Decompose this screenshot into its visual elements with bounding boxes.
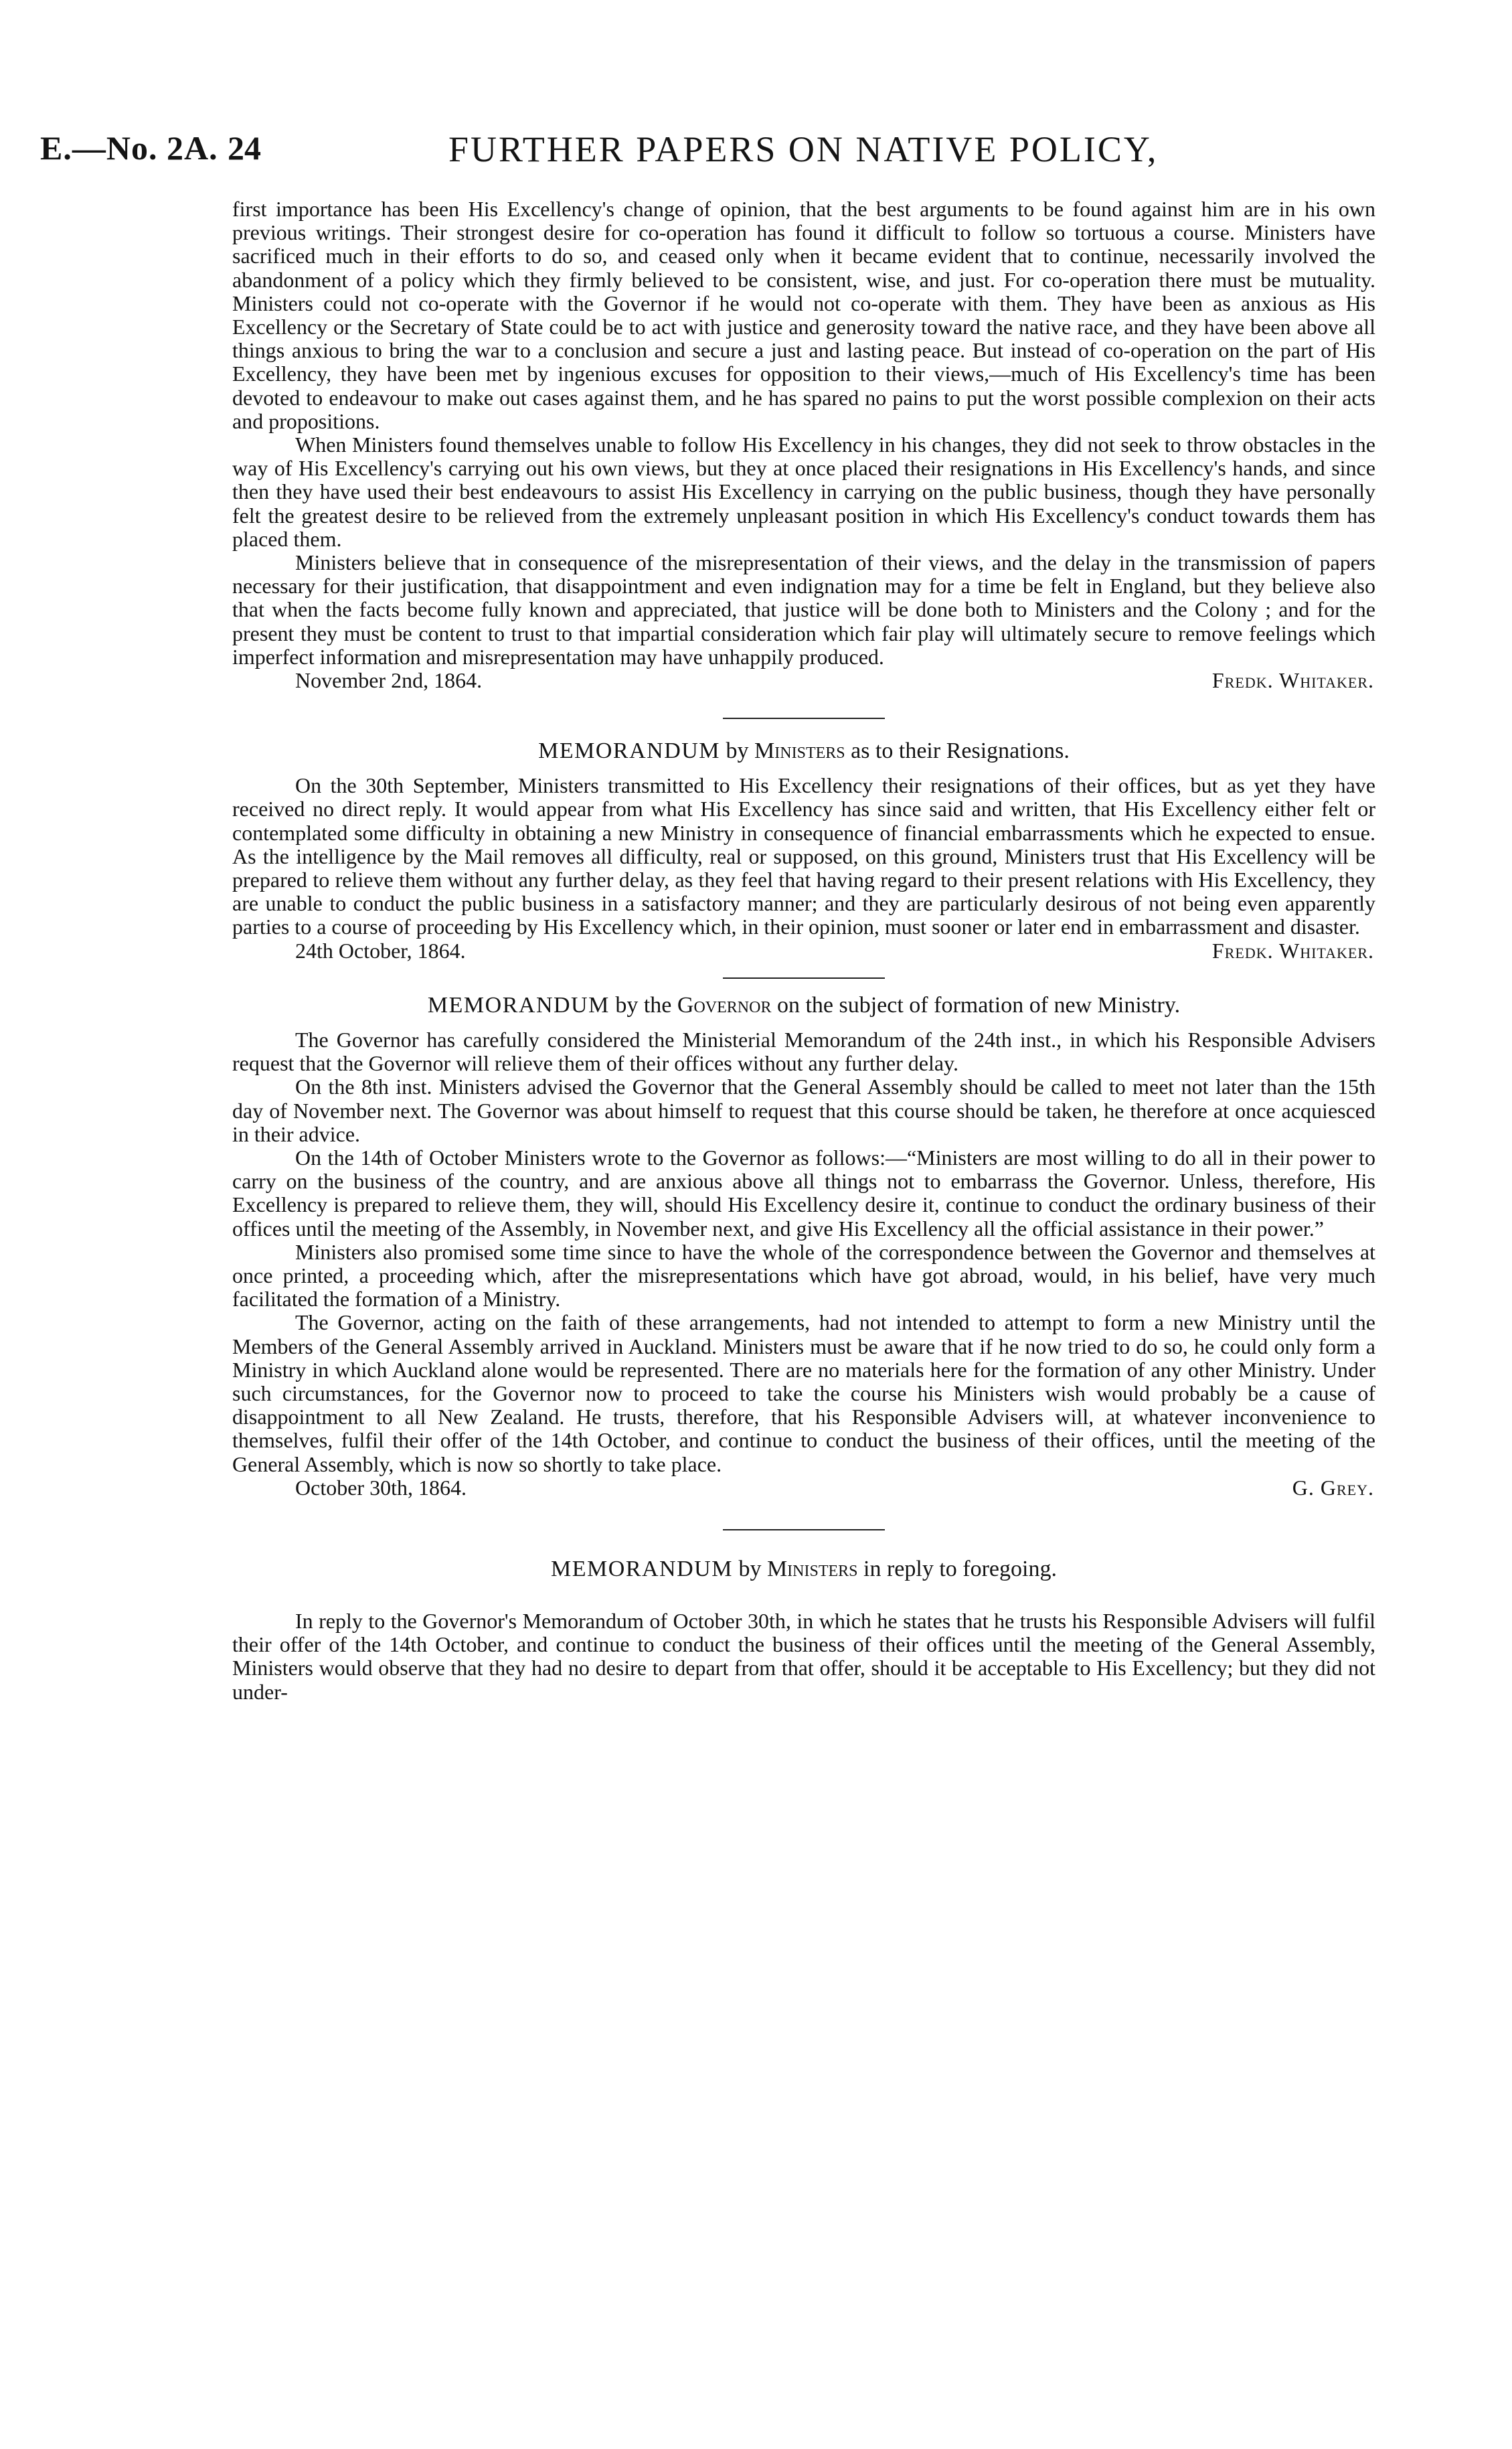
paragraph: On the 14th of October Ministers wrote to the Governor as follows:—“Ministers are most willing to do all in their power to carry on the business of the country, and are anxious above all things not to embarrass the Governor. Unless, therefore, His Excellency is prepared to relieve them, they will, should His Excellency desire it, continue to conduct the ordinary business of their offices until the meeting of the Assembly, in November next, and give His Excellency all the official assistance in their power.” xyxy=(232,1145,1375,1241)
section-heading: MEMORANDUM by Ministers in reply to foregoing. xyxy=(551,1556,1057,1581)
paragraph: The Governor, acting on the faith of these arrangements, had not intended to attempt to form a new Ministry until the Members of the General Assembly arrived in Auckland. Ministers must be aware that if he now tried to do so, he could only form a Ministry in which Auckland alone would be represented. There are no materials here for the formation of any other Ministry. Under such circumstances, for the Governor now to proceed to take the course his Ministers wish would probably be a cause of disappointment to all New Zealand. He trusts, therefore, that his Responsible Advisers will, at whatever inconvenience to themselves, fulfil their offer of the 14th October, and continue to conduct the business of their offices, until the meeting of the General Assembly, which is now so shortly to take place. xyxy=(232,1310,1375,1476)
paragraph: Ministers also promised some time since to have the whole of the correspondence between the Governor and themselves at once printed, a proceeding which, after the misrepresentations which have got abroad, would, in his belief, have very much facilitated the formation of a Ministry. xyxy=(232,1239,1375,1312)
memorandum-reply xyxy=(232,1557,1375,1704)
memo-date: 24th October, 1864. xyxy=(295,938,466,963)
continued-memorandum xyxy=(232,198,1375,692)
running-title: FURTHER PAPERS ON NATIVE POLICY, xyxy=(448,129,1159,169)
dateline xyxy=(232,939,1375,963)
paragraph: Ministers believe that in consequence of the misrepresentation of their views, and the delay in the transmission of papers necessary for their justification, that disappointment and even indignation may for a time be felt in England, but they believe also that when the facts become fully known and appreciated, that justice will be done both to Ministers and the Colony ; and for the present they must be content to trust to that impartial consideration which fair play will ultimately secure to remove feelings which imperfect information and misrepresentation may have unhappily produced. xyxy=(232,550,1375,669)
paragraph: On the 8th inst. Ministers advised the Governor that the General Assembly should be called to meet not later than the 15th day of November next. The Governor was about himself to request that this course should be taken, he therefore at once acquiesced in their advice. xyxy=(232,1075,1375,1146)
memo-signature: G. Grey. xyxy=(1292,1475,1374,1500)
paragraph: When Ministers found themselves unable to follow His Excellency in his changes, they did not seek to throw obstacles in the way of His Excellency's carrying out his own views, but they at once placed their resignations in His Excellency's hands, and since then they have used their best endeavours to assist His Excellency in carrying on the public business, though they have personally felt the greatest desire to be relieved from the extremely unpleasant position in which His Excellency's conduct towards them has placed them. xyxy=(232,432,1375,551)
dateline xyxy=(232,1476,1375,1500)
paragraph: In reply to the Governor's Memorandum of October 30th, in which he states that he trusts his Responsible Advisers will fulfil their offer of the 14th October, and continue to conduct the business of their offices until the meeting of the General Assembly, Ministers would observe that they had no desire to depart from that offer, should it be acceptable to His Excellency; but they did not under- xyxy=(232,1608,1375,1704)
paragraph: first importance has been His Excellency's change of opinion, that the best arguments to be found against him are in his own previous writings. Their strongest desire for co-operation has found it difficult to follow so tortuous a course. Ministers have sacrificed much in their efforts to do so, and ceased only when it became evident that to continue, necessarily involved the abandonment of a policy which they firmly believed to be consistent, wise, and just. For co-operation there must be mutuality. Ministers could not co-operate with the Governor if he would not co-operate with them. They have been as anxious as His Excellency or the Secretary of State could be to act with justice and generosity toward the native race, and they have been above all things anxious to bring the war to a conclusion and secure a just and lasting peace. But instead of co-operation on the part of His Excellency, they have been met by ingenious excuses for opposition to their views,—much of His Excellency's time has been devoted to endeavour to make out cases against them, and he has spared no pains to put the worst possible complexion on their acts and propositions. xyxy=(232,197,1375,433)
section-heading: MEMORANDUM by the Governor on the subject of formation of new Ministry. xyxy=(427,992,1181,1018)
memorandum-resignations xyxy=(232,739,1375,963)
memorandum-governor xyxy=(232,994,1375,1500)
page-number: 24 xyxy=(228,129,261,167)
section-heading: MEMORANDUM by Ministers as to their Resignations. xyxy=(538,738,1070,764)
memo-signature: Fredk. Whitaker. xyxy=(1211,668,1374,693)
memo-date: November 2nd, 1864. xyxy=(295,668,483,693)
dateline xyxy=(232,669,1375,692)
memo-date: October 30th, 1864. xyxy=(295,1475,467,1500)
page-body xyxy=(232,198,1375,1704)
memo-signature: Fredk. Whitaker. xyxy=(1211,938,1374,963)
paragraph: On the 30th September, Ministers transmitted to His Excellency their resignations of their offices, but as yet they have received no direct reply. It would appear from what His Excellency has since said and written, that His Excellency either felt or contemplated some difficulty in obtaining a new Ministry in consequence of financial embarrassments which he expected to ensue. As the intelligence by the Mail removes all difficulty, real or supposed, on this ground, Ministers trust that His Excellency will be prepared to relieve them without any further delay, as they feel that having regard to their present relations with His Excellency, they are unable to conduct the public business in a satisfactory manner; and they are particularly desirous of not being even apparently parties to a course of proceeding by His Excellency which, in their opinion, must sooner or later end in embarrassment and disaster. xyxy=(232,773,1375,939)
page-header xyxy=(0,129,1512,182)
paragraph: The Governor has carefully considered the Ministerial Memorandum of the 24th inst., in which his Responsible Advisers request that the Governor will relieve them of their offices without any further delay. xyxy=(232,1027,1375,1076)
document-reference: E.—No. 2A. xyxy=(40,129,218,167)
